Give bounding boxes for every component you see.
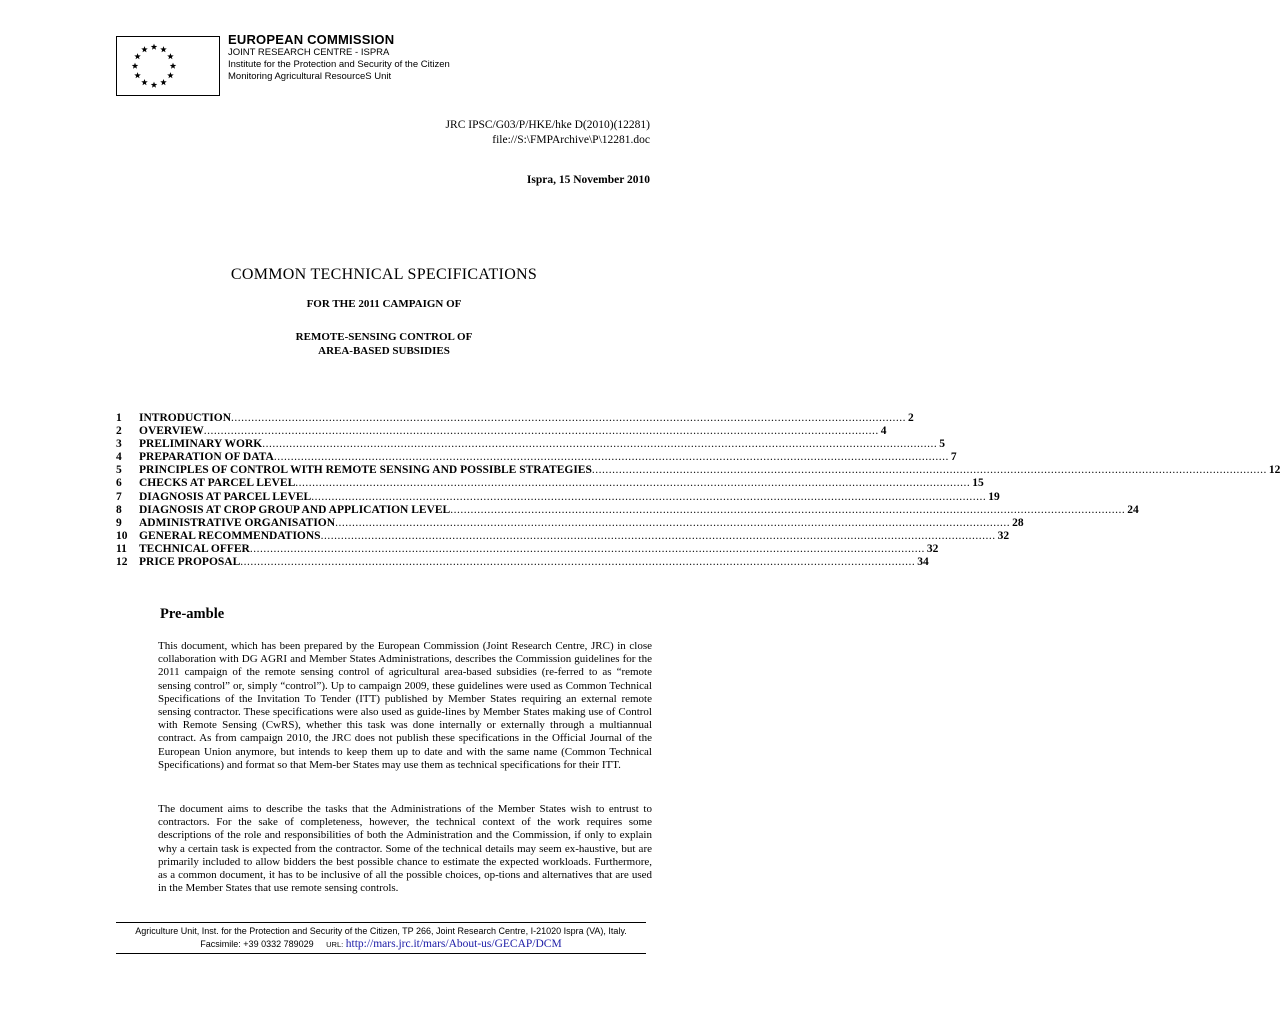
toc-entry[interactable] <box>116 556 929 569</box>
toc-entry-title: DIAGNOSIS AT PARCEL LEVEL <box>139 490 312 503</box>
toc-entry-number: 12 <box>116 556 128 569</box>
toc-leader-dots: ........................................................................................................................................................................................................ <box>231 412 907 424</box>
toc-entry-page: 34 <box>917 556 929 569</box>
toc-entry[interactable] <box>116 412 914 425</box>
toc-entry-page: 2 <box>908 412 914 424</box>
centre-name: JOINT RESEARCH CENTRE - ISPRA <box>228 47 390 58</box>
toc-entry-title: DIAGNOSIS AT CROP GROUP AND APPLICATION LEVEL <box>139 503 451 516</box>
institute-name: Institute for the Protection and Security of the Citizen <box>228 59 450 70</box>
toc-entry[interactable] <box>116 516 1024 530</box>
toc-entry[interactable] <box>116 477 984 490</box>
toc-leader-dots: ........................................................................................................................................................................................................ <box>240 556 916 569</box>
toc-entry-number: 3 <box>116 438 122 451</box>
preamble-paragraph-2: The document aims to describe the tasks that the Administrations of the Member States wish to entrust to contractors. For the sake of completeness, however, the technical context of the work requires some descriptions of the role and responsibilities of both the Administration and the Commission, if only to explain why a certain task is expected from the contractor. Some of the technical details may seem ex-haustive, but are primarily included to allow bidders the best possible chance to estimate the expected workloads. Furthermore, as a common document, it has to be inclusive of all the possible choices, op-tions and alternatives that are used in the Member States that use remote sensing controls. <box>158 803 652 895</box>
star-icon <box>134 72 140 78</box>
toc-entry-page: 19 <box>988 490 1000 503</box>
star-icon <box>160 46 166 52</box>
toc-entry-title: GENERAL RECOMMENDATIONS <box>139 529 321 542</box>
ec-header <box>228 32 450 83</box>
preamble-paragraph-1: This document, which has been prepared by the European Commission (Joint Research Centre, JRC) in close collaboration with DG AGRI and Member States Administrations, describes the Commission guidelines for the 2011 campaign of the remote sensing control of agricultural area-based subsidies (re-ferred to as “remote sensing control” or, simply “control”). Up to campaign 2009, these guidelines were used as Common Technical Specifications of the Invitation To Tender (ITT) published by Member States requiring an external remote sensing contractor. These specifications were also used as guide-lines by Member States making use of Control with Remote Sensing (CwRS), whether this task was done internally or externally through a multiannual contract. As from campaign 2010, the JRC does not publish these specifications in the Official Journal of the European Union anymore, but intends to keep them up to date and with the same name (Common Technical Specifications) and format so that Mem-ber States may use them as technical specifications for their ITT. <box>158 640 652 771</box>
toc-leader-dots: ........................................................................................................................................................................................................ <box>249 542 925 555</box>
footer-url-link[interactable]: http://mars.jrc.it/mars/About-us/GECAP/DCM <box>345 938 562 950</box>
campaign-subtitle: FOR THE 2011 CAMPAIGN OF <box>306 298 462 310</box>
toc-entry[interactable] <box>116 438 945 451</box>
footer-contact <box>116 938 646 951</box>
eu-flag-logo <box>116 36 220 96</box>
toc-entry-title: PRELIMINARY WORK <box>139 438 263 451</box>
footer-address: Agriculture Unit, Inst. for the Protection and Security of the Citizen, TP 266, Joint Research Centre, I-21020 Ispra (VA), Italy. <box>135 926 627 936</box>
toc-entry-page: 32 <box>997 529 1010 542</box>
preamble-heading: Pre-amble <box>160 606 225 622</box>
footer-url-label: URL: <box>326 940 344 949</box>
toc-entry-number: 2 <box>116 425 122 438</box>
toc-entry-number: 9 <box>116 516 122 529</box>
toc-entry-number: 8 <box>116 503 122 516</box>
toc-entry-number: 4 <box>116 451 122 464</box>
toc-leader-dots: ........................................................................................................................................................................................................ <box>320 529 996 542</box>
subject-line-1: REMOTE-SENSING CONTROL OF <box>295 331 473 343</box>
org-name: EUROPEAN COMMISSION <box>228 32 395 47</box>
footer-rule-bottom <box>116 953 646 954</box>
toc-entry[interactable] <box>116 425 887 438</box>
star-icon <box>160 79 166 85</box>
toc-entry-title: TECHNICAL OFFER <box>139 542 250 555</box>
document-title: COMMON TECHNICAL SPECIFICATIONS <box>230 266 538 283</box>
eu-stars-icon <box>117 37 219 95</box>
document-reference <box>446 118 650 148</box>
star-icon <box>170 63 176 69</box>
toc-entry-page: 4 <box>880 425 887 438</box>
footer-rule-top <box>116 922 646 923</box>
toc-leader-dots: ........................................................................................................................................................................................................ <box>311 490 987 503</box>
toc-entry-page: 15 <box>972 477 984 490</box>
toc-entry[interactable] <box>116 451 957 464</box>
table-of-contents <box>116 412 1280 569</box>
toc-entry-page: 32 <box>926 542 939 555</box>
star-icon <box>167 53 173 59</box>
star-icon <box>141 79 147 85</box>
star-icon <box>134 53 140 59</box>
star-icon <box>167 72 173 78</box>
star-icon <box>151 44 157 50</box>
toc-entry-title: OVERVIEW <box>139 425 204 438</box>
toc-entry-page: 12 <box>1268 464 1280 477</box>
toc-entry-page: 24 <box>1127 503 1139 516</box>
toc-entry-number: 6 <box>116 477 122 490</box>
toc-entry-title: PRICE PROPOSAL <box>139 556 241 569</box>
star-icon <box>132 63 138 69</box>
toc-entry-number: 7 <box>116 490 122 503</box>
toc-entry[interactable] <box>116 503 1139 517</box>
toc-leader-dots: ........................................................................................................................................................................................................ <box>450 503 1126 516</box>
unit-name: Monitoring Agricultural ResourceS Unit <box>228 71 392 82</box>
toc-leader-dots: ........................................................................................................................................................................................................ <box>262 438 938 451</box>
toc-entry[interactable] <box>116 542 939 556</box>
toc-entry-page: 28 <box>1012 516 1024 529</box>
subject-subtitle <box>0 330 768 358</box>
toc-leader-dots: ........................................................................................................................................................................................................ <box>295 477 971 490</box>
document-date: Ispra, 15 November 2010 <box>526 174 650 186</box>
reference-number: JRC IPSC/G03/P/HKE/hke D(2010)(12281) <box>445 119 650 131</box>
toc-entry-number: 5 <box>116 464 122 477</box>
star-icon <box>141 46 147 52</box>
toc-entry[interactable] <box>116 490 1000 504</box>
toc-entry-title: ADMINISTRATIVE ORGANISATION <box>139 516 336 529</box>
toc-entry-number: 1 <box>116 412 122 424</box>
toc-leader-dots: ........................................................................................................................................................................................................ <box>273 451 949 464</box>
toc-entry-title: INTRODUCTION <box>139 412 232 424</box>
toc-entry-title: PRINCIPLES OF CONTROL WITH REMOTE SENSING AND POSSIBLE STRATEGIES <box>139 464 592 477</box>
toc-entry[interactable] <box>116 529 1010 543</box>
star-icon <box>151 82 157 88</box>
toc-entry-number: 10 <box>116 529 128 542</box>
toc-entry-number: 11 <box>116 542 127 555</box>
toc-entry-title: PREPARATION OF DATA <box>139 451 274 464</box>
toc-leader-dots: ........................................................................................................................................................................................................ <box>335 516 1011 529</box>
file-path: file://S:\FMPArchive\P\12281.doc <box>492 134 650 146</box>
toc-leader-dots: ........................................................................................................................................................................................................ <box>203 425 879 438</box>
footer <box>116 925 646 951</box>
toc-entry-title: CHECKS AT PARCEL LEVEL <box>139 477 296 490</box>
toc-entry-page: 7 <box>950 451 957 464</box>
toc-leader-dots: ........................................................................................................................................................................................................ <box>591 464 1267 477</box>
toc-entry-page: 5 <box>939 438 945 451</box>
toc-entry[interactable] <box>116 464 1280 477</box>
footer-fax: Facsimile: +39 0332 789029 <box>200 939 314 949</box>
subject-line-2: AREA-BASED SUBSIDIES <box>318 345 450 357</box>
